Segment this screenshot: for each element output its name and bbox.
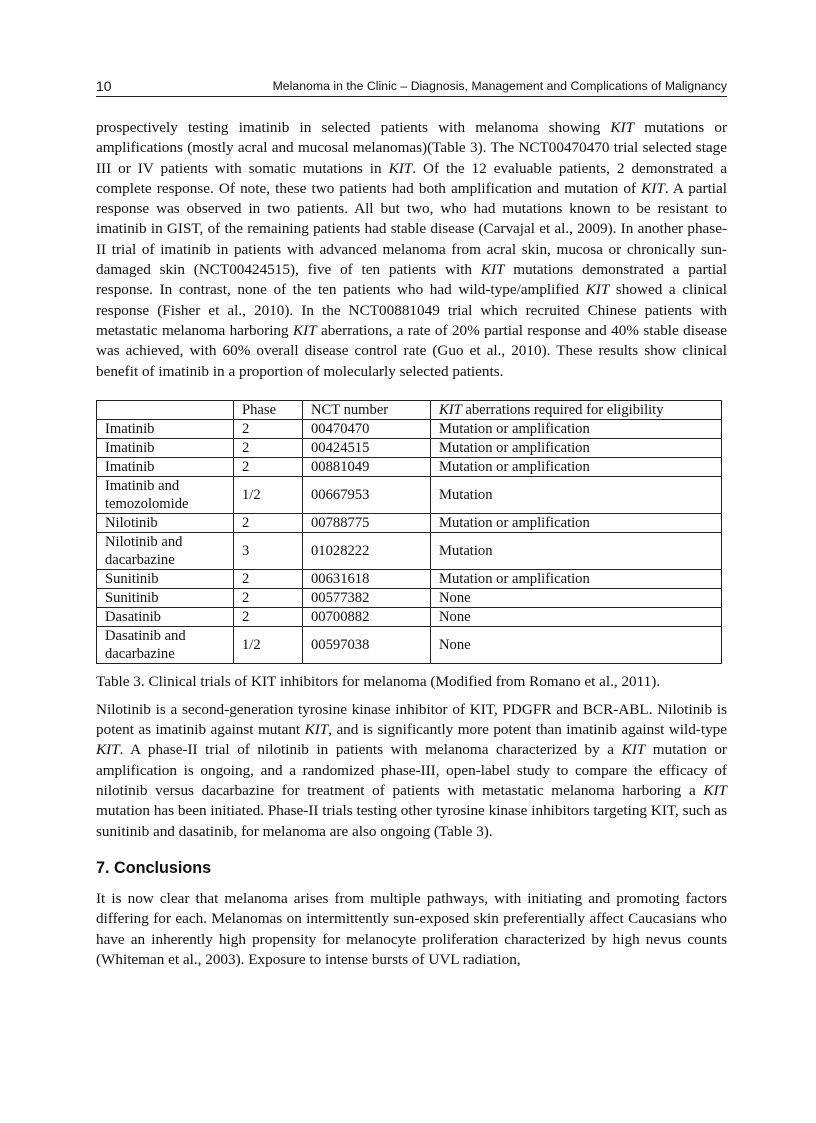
gene-name-italic: KIT bbox=[96, 741, 120, 759]
text-run: . Of the 12 evaluable patients, 2 demonstrated a complete response. Of note, these two patients had both amplification and mutation of bbox=[96, 159, 727, 197]
gene-name-italic: KIT bbox=[610, 119, 635, 136]
running-header bbox=[96, 78, 727, 97]
text-run: mutation or amplification is ongoing, and a randomized phase-III, open-label study to compare the efficacy of nilotinib versus dacarbazine for treatment of patients with metastatic melanoma harboring a bbox=[96, 741, 727, 800]
gene-name-italic: KIT bbox=[641, 179, 665, 197]
text-run: Nilotinib is a second-generation tyrosine kinase inhibitor of KIT, PDGFR and BCR-ABL. Nilotinib is potent as imatinib against mutant bbox=[96, 700, 727, 739]
cell-phase: 2 bbox=[234, 513, 303, 532]
cell-nct-number: 01028222 bbox=[303, 532, 431, 569]
page-number: 10 bbox=[96, 78, 112, 94]
table-row bbox=[97, 569, 722, 588]
text-run: prospectively testing imatinib in selected patients with melanoma showing bbox=[96, 119, 611, 136]
book-title: Melanoma in the Clinic – Diagnosis, Management and Complications of Malignancy bbox=[272, 79, 727, 93]
gene-name-italic: KIT bbox=[703, 782, 727, 800]
cell-phase: 2 bbox=[234, 419, 303, 438]
paragraph-conclusions: It is now clear that melanoma arises from multiple pathways, with initiating and promoting factors differing for each. Melanomas on intermittently sun-exposed skin preferentially affect Caucasians who have an inherently high propensity for melanocyte proliferation characterized by high nevus counts (Whiteman et al., 2003). Exposure to intense bursts of UVL radiation, bbox=[96, 889, 727, 968]
cell-nct-number: 00700882 bbox=[303, 607, 431, 626]
cell-phase: 3 bbox=[234, 532, 303, 569]
cell-eligibility: Mutation or amplification bbox=[431, 438, 722, 457]
cell-drug: Nilotinib and dacarbazine bbox=[97, 532, 234, 569]
cell-eligibility: Mutation or amplification bbox=[431, 513, 722, 532]
table-row bbox=[97, 513, 722, 532]
cell-phase: 2 bbox=[234, 569, 303, 588]
cell-nct-number: 00577382 bbox=[303, 588, 431, 607]
cell-eligibility: None bbox=[431, 626, 722, 663]
kit-inhibitor-trials-table bbox=[96, 400, 722, 664]
text-run: . A partial response was observed in two patients. All but two, who had mutations known to be resistant to imatinib in GIST, of the remaining patients had stable disease (Carvajal et al., 2009). In another phase-II trial of imatinib in patients with advanced melanoma from acral skin, mucosa or chronically sun-damaged skin (NCT00424515), five of ten patients with bbox=[96, 179, 727, 279]
gene-name-italic: KIT bbox=[621, 741, 646, 759]
cell-nct-number: 00424515 bbox=[303, 438, 431, 457]
table-row bbox=[97, 607, 722, 626]
header-kit-eligibility bbox=[431, 400, 722, 419]
table-row bbox=[97, 419, 722, 438]
cell-phase: 2 bbox=[234, 457, 303, 476]
cell-nct-number: 00667953 bbox=[303, 476, 431, 513]
cell-eligibility: Mutation bbox=[431, 476, 722, 513]
document-page bbox=[96, 78, 727, 970]
text-run: , and is significantly more potent than imatinib against wild-type bbox=[328, 721, 727, 739]
table-header-row bbox=[97, 400, 722, 419]
table-row bbox=[97, 476, 722, 513]
cell-phase: 2 bbox=[234, 588, 303, 607]
table-row bbox=[97, 588, 722, 607]
cell-eligibility: None bbox=[431, 607, 722, 626]
paragraph-nilotinib bbox=[96, 700, 727, 842]
header-kit-gene: KIT bbox=[439, 401, 462, 418]
cell-drug: Dasatinib bbox=[97, 607, 234, 626]
gene-name-italic: KIT bbox=[293, 321, 317, 339]
cell-nct-number: 00881049 bbox=[303, 457, 431, 476]
text-run: showed a clinical response (Fisher et al., 2010). In the NCT00881049 trial which recruited Chinese patients with metastatic melanoma harboring bbox=[96, 281, 727, 339]
text-run: . A phase-II trial of nilotinib in patients with melanoma characterized by a bbox=[119, 741, 622, 759]
header-kit-rest: aberrations required for eligibility bbox=[461, 401, 664, 418]
cell-phase: 2 bbox=[234, 607, 303, 626]
cell-eligibility: Mutation or amplification bbox=[431, 569, 722, 588]
cell-nct-number: 00470470 bbox=[303, 419, 431, 438]
text-run: mutations or amplifications (mostly acral and mucosal melanomas)(Table 3). The NCT00470470 trial selected stage III or IV patients with somatic mutations in bbox=[96, 119, 727, 177]
table-caption: Table 3. Clinical trials of KIT inhibitors for melanoma (Modified from Romano et al., 2011). bbox=[96, 672, 661, 690]
table-row bbox=[97, 532, 722, 569]
cell-drug: Nilotinib bbox=[97, 513, 234, 532]
table-row bbox=[97, 438, 722, 457]
cell-nct-number: 00788775 bbox=[303, 513, 431, 532]
cell-drug: Imatinib and temozolomide bbox=[97, 476, 234, 513]
header-drug bbox=[97, 400, 234, 419]
cell-phase: 1/2 bbox=[234, 476, 303, 513]
header-phase: Phase bbox=[234, 400, 303, 419]
cell-eligibility: Mutation or amplification bbox=[431, 457, 722, 476]
section-heading-conclusions: 7. Conclusions bbox=[96, 858, 212, 877]
cell-nct-number: 00631618 bbox=[303, 569, 431, 588]
cell-phase: 1/2 bbox=[234, 626, 303, 663]
text-run: aberrations, a rate of 20% partial response and 40% stable disease was achieved, with 60% overall disease control rate (Guo et al., 2010). These results show clinical benefit of imatinib in a proportion of molecularly selected patients. bbox=[96, 321, 727, 380]
cell-drug: Sunitinib bbox=[97, 569, 234, 588]
cell-drug: Imatinib bbox=[97, 457, 234, 476]
cell-drug: Dasatinib and dacarbazine bbox=[97, 626, 234, 663]
cell-drug: Sunitinib bbox=[97, 588, 234, 607]
gene-name-italic: KIT bbox=[304, 721, 329, 739]
gene-name-italic: KIT bbox=[585, 281, 610, 299]
gene-name-italic: KIT bbox=[480, 261, 505, 279]
cell-eligibility: Mutation or amplification bbox=[431, 419, 722, 438]
table-row bbox=[97, 626, 722, 663]
paragraph-imatinib-trials bbox=[96, 118, 727, 382]
cell-eligibility: Mutation bbox=[431, 532, 722, 569]
table-body bbox=[97, 419, 722, 663]
cell-drug: Imatinib bbox=[97, 419, 234, 438]
cell-drug: Imatinib bbox=[97, 438, 234, 457]
cell-phase: 2 bbox=[234, 438, 303, 457]
table-row bbox=[97, 457, 722, 476]
text-run: mutation has been initiated. Phase-II trials testing other tyrosine kinase inhibitors targeting KIT, such as sunitinib and dasatinib, for melanoma are also ongoing (Table 3). bbox=[96, 802, 727, 840]
header-nct-number: NCT number bbox=[303, 400, 431, 419]
gene-name-italic: KIT bbox=[388, 159, 413, 177]
cell-eligibility: None bbox=[431, 588, 722, 607]
cell-nct-number: 00597038 bbox=[303, 626, 431, 663]
text-run: mutations demonstrated a partial response. In contrast, none of the ten patients who had wild-type/amplified bbox=[96, 261, 727, 299]
